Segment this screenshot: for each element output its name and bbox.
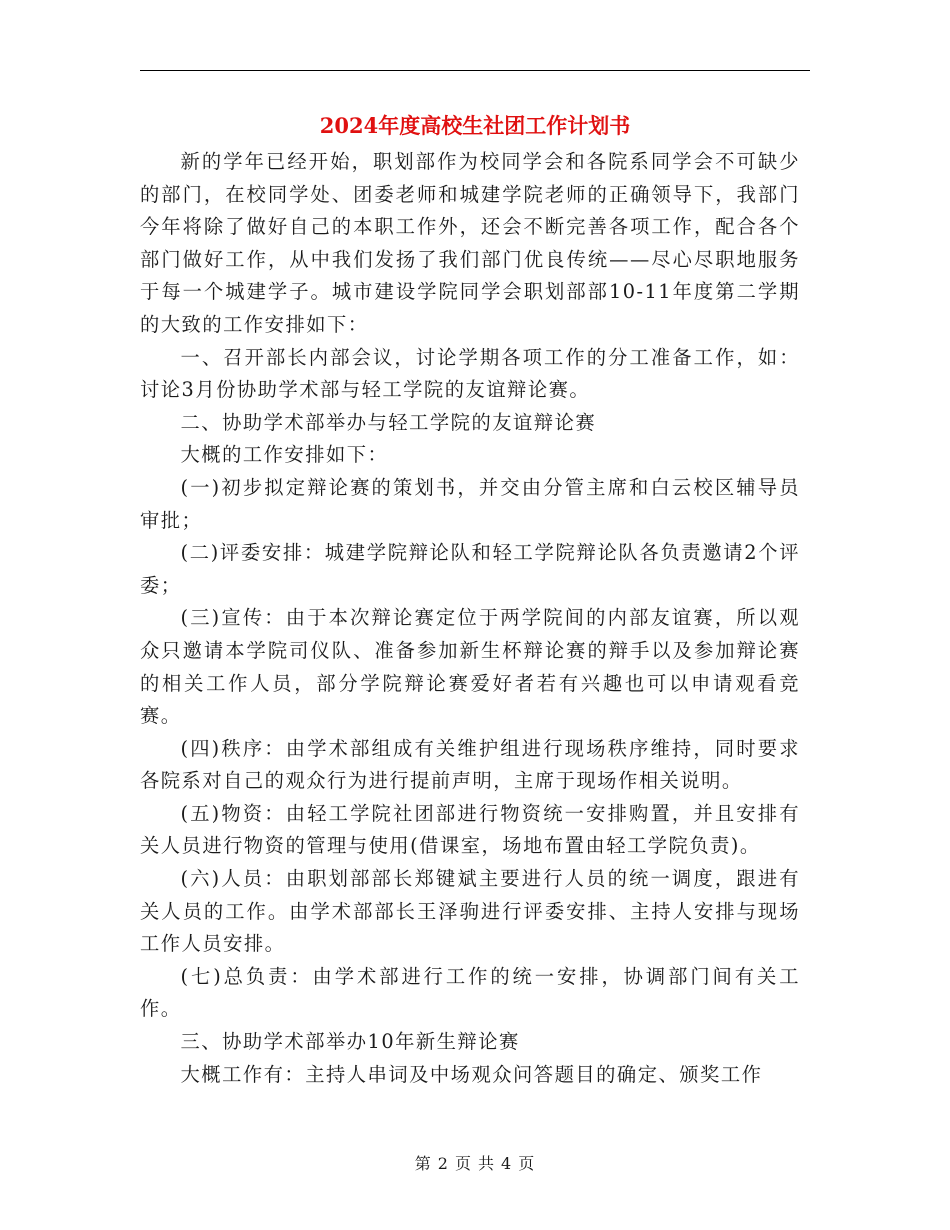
paragraph-item-3-heading: 三、协助学术部举办10年新生辩论赛 [180, 1030, 520, 1054]
document-title: 2024年度高校生社团工作计划书 [319, 113, 631, 138]
footer-current-page: 2 [437, 1154, 449, 1173]
footer-page-word: 页 [454, 1154, 472, 1173]
paragraph-item-2-heading: 二、协助学术部举办与轻工学院的友谊辩论赛 [180, 410, 597, 434]
header-rule [140, 70, 810, 71]
paragraph-item-1: 一、召开部长内部会议，讨论学期各项工作的分工准备工作，如：讨论3月份协助学术部与轻工学院的友谊辩论赛。 [140, 345, 800, 402]
page-footer [0, 1152, 950, 1176]
footer-total-label: 共 [478, 1154, 496, 1173]
paragraph-sub-6: (六)人员：由职划部部长郑键斌主要进行人员的统一调度，跟进有关人员的工作。由学术部部长王泽驹进行评委安排、主持人安排与现场工作人员安排。 [140, 867, 800, 956]
paragraph-intro: 新的学年已经开始，职划部作为校同学会和各院系同学会不可缺少的部门，在校同学处、团委老师和城建学院老师的正确领导下，我部门今年将除了做好自己的本职工作外，还会不断完善各项工作，配合各个部门做好工作，从中我们发扬了我们部门优良传统——尽心尽职地服务于每一个城建学子。城市建设学院同学会职划部部10-11年度第二学期的大致的工作安排如下： [140, 150, 800, 336]
paragraph-sub-3: (三)宣传：由于本次辩论赛定位于两学院间的内部友谊赛，所以观众只邀请本学院司仪队、准备参加新生杯辩论赛的辩手以及参加辩论赛的相关工作人员，部分学院辩论赛爱好者若有兴趣也可以申请观看竞赛。 [140, 606, 800, 728]
footer-suffix: 页 [518, 1154, 536, 1173]
footer-prefix: 第 [414, 1154, 432, 1173]
footer-total-pages: 4 [501, 1154, 513, 1173]
paragraph-item-3-detail: 大概工作有：主持人串词及中场观众问答题目的确定、颁奖工作 [180, 1062, 763, 1086]
paragraph-arrangement-intro: 大概的工作安排如下： [180, 443, 389, 467]
paragraph-sub-1: (一)初步拟定辩论赛的策划书，并交由分管主席和白云校区辅导员审批； [140, 475, 800, 532]
paragraph-sub-4: (四)秩序：由学术部组成有关维护组进行现场秩序维持，同时要求各院系对自己的观众行为进行提前声明，主席于现场作相关说明。 [140, 736, 800, 793]
paragraph-sub-7: (七)总负责：由学术部进行工作的统一安排，协调部门间有关工作。 [140, 964, 800, 1021]
paragraph-sub-5: (五)物资：由轻工学院社团部进行物资统一安排购置，并且安排有关人员进行物资的管理与使用(借课室，场地布置由轻工学院负责)。 [140, 801, 800, 858]
document-body [140, 146, 800, 1091]
paragraph-sub-2: (二)评委安排：城建学院辩论队和轻工学院辩论队各负责邀请2个评委； [140, 541, 800, 597]
